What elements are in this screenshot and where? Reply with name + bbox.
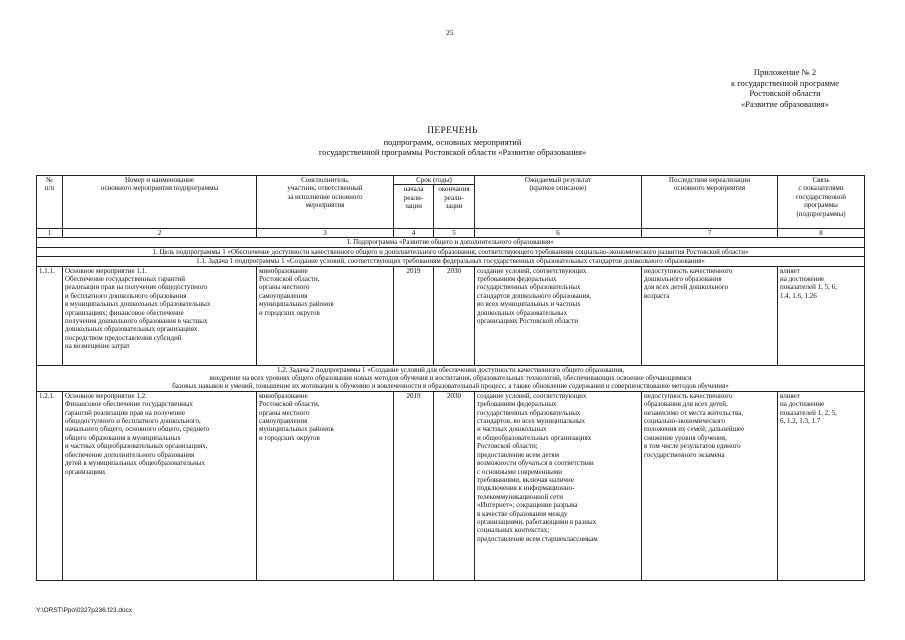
row-start: 2019 xyxy=(394,266,434,365)
header-consequences: Последствия нереализации основного мероприятия xyxy=(668,176,751,193)
header-end: окончания реали- зации xyxy=(438,185,470,211)
table-row xyxy=(37,266,865,365)
header-start: начала реали- зации xyxy=(403,185,424,211)
header-result: Ожидаемый результат (краткое описание) xyxy=(524,176,592,193)
header-row xyxy=(37,176,865,185)
row-name: Основное мероприятие 1.1. Обеспечение государственных гарантий реализации прав на получение общедоступного и бесплатного дошкольного образования в муниципальных дошкольных образовательных организациях; финансовое обеспечение получения дошкольного образования в частных дошкольных образовательных организациях посредством предоставления субсидий на возмещение затрат xyxy=(65,266,211,351)
task-title: 1.2. Задача 2 подпрограммы 1 «Создание условий для обеспечения доступности качественного общего образования, внедрение на всех уровнях общего образования новых методов обучения и воспитания, образовательных технологий, обеспечивающих освоение обучающимися базовых навыков и умений, повышение их мотивации к обучению и вовлеченности в образовательный процесс, а также обновление содержания и совершенствование методов обучения» xyxy=(172,365,729,391)
header-name: Номер и наименование основного мероприятия подпрограммы xyxy=(100,176,219,193)
page-number: 25 xyxy=(446,28,454,37)
row-consequences: недоступность качественного дошкольного образования для всех детей дошкольного возраста xyxy=(644,266,733,300)
appendix-line: Приложение № 2 xyxy=(753,67,817,77)
task-title: 1.1. Задача 1 подпрограммы 1 «Создание условий, соответствующих требованиям федеральных государственных образовательных стандартов дошкольного образования» xyxy=(37,257,865,266)
row-name: Основное мероприятие 1.2. Финансовое обеспечение государственных гарантий реализации прав на получение общедоступного и бесплатного дошкольного, начального общего, основного общего, среднего общего образования в муниципальных и частных общеобразовательных организациях, обеспечение дополнительного образования детей в муниципальных общеобразовательных организациях xyxy=(65,391,210,476)
document-title xyxy=(200,126,705,158)
column-number: 3 xyxy=(257,229,394,238)
column-numbers-row xyxy=(37,229,865,238)
column-number: 4 xyxy=(394,229,434,238)
title-subtitle: государственной программы Ростовской области «Развитие образования» xyxy=(318,147,587,157)
row-start: 2019 xyxy=(394,391,434,580)
row-link: влияет на достижение показателей 1, 5, 6, 1.4, 1.6, 1.26 xyxy=(780,266,837,300)
column-number: 2 xyxy=(63,229,257,238)
row-link: влияет на достижение показателей 1, 2, 5, 6, 1.2, 1.3, 1.7 xyxy=(780,391,837,426)
row-executor: минобразование Ростовской области, органы местного самоуправления муниципальных районов и городских округов xyxy=(259,391,334,442)
task-row xyxy=(37,257,865,266)
section-row xyxy=(37,238,865,247)
row-end: 2030 xyxy=(434,266,475,365)
column-number: 1 xyxy=(37,229,63,238)
table-row xyxy=(37,391,865,580)
goal-row xyxy=(37,247,865,256)
row-executor: минобразование Ростовской области, органы местного самоуправления муниципальных районов и городских округов xyxy=(259,266,334,317)
column-number: 7 xyxy=(642,229,778,238)
header-num: № п/п xyxy=(44,176,55,193)
measures-table xyxy=(36,175,865,581)
title-subtitle: подпрограмм, основных мероприятий xyxy=(383,136,522,147)
appendix-line: «Развитие образования» xyxy=(741,98,829,109)
subprogram-title: I. Подпрограмма «Развитие общего и дополнительного образования» xyxy=(37,238,865,247)
task-row xyxy=(37,365,865,391)
header-executor: Соисполнитель, участник, ответственный за исполнение основного мероприятия xyxy=(287,176,363,210)
column-number: 6 xyxy=(475,229,642,238)
row-consequences: недоступность качественного образования для всех детей, независимо от места жительства, социально-экономического положения их семей; дальнейшее снижение уровня обучения, в том числе результатов единого государственного экзамена xyxy=(644,391,745,459)
column-number: 8 xyxy=(778,229,865,238)
row-result: создание условий, соответствующих требованиям федеральных государственных образовательных стандартов, во всех муниципальных и частных дошкольных и общеобразовательных организациях Ростовской области; предоставление всем детям возможности обучаться в соответствии с основными современными требованиями, включая наличие подключения к информационно- телекоммуникационной сети «Интернет»; сокращение разрыва в качестве образования между организациями, работающими в разных социальных контекстах; предоставление всем старшеклассникам xyxy=(477,391,598,543)
row-end: 2030 xyxy=(434,391,475,580)
appendix-line: Ростовской области xyxy=(749,88,821,98)
column-number: 5 xyxy=(434,229,475,238)
row-result: создание условий, соответствующих требованиям федеральных государственных образовательных стандартов дошкольного образования, во всех муниципальных и частных дошкольных образовательных организациях Ростовской области xyxy=(477,266,592,326)
appendix-header xyxy=(690,67,880,109)
header-term: Срок (годы) xyxy=(416,176,452,184)
appendix-line: к государственной программе xyxy=(730,77,840,88)
row-num: 1.2.1. xyxy=(37,391,63,580)
goal-title: 1. Цель подпрограммы 1 «Обеспечение доступности качественного общего и дополнительного образования, соответствующего требованиям социально-экономического развития Ростовской области» xyxy=(37,247,865,256)
file-path-footer: Y:\ORST\Ppo\0327p236.f23.docx xyxy=(36,607,133,614)
title-main: ПЕРЕЧЕНЬ xyxy=(427,126,478,136)
header-link: Связь с показателями государственной программы (подпрограммы) xyxy=(796,176,846,218)
row-num: 1.1.1. xyxy=(37,266,63,365)
